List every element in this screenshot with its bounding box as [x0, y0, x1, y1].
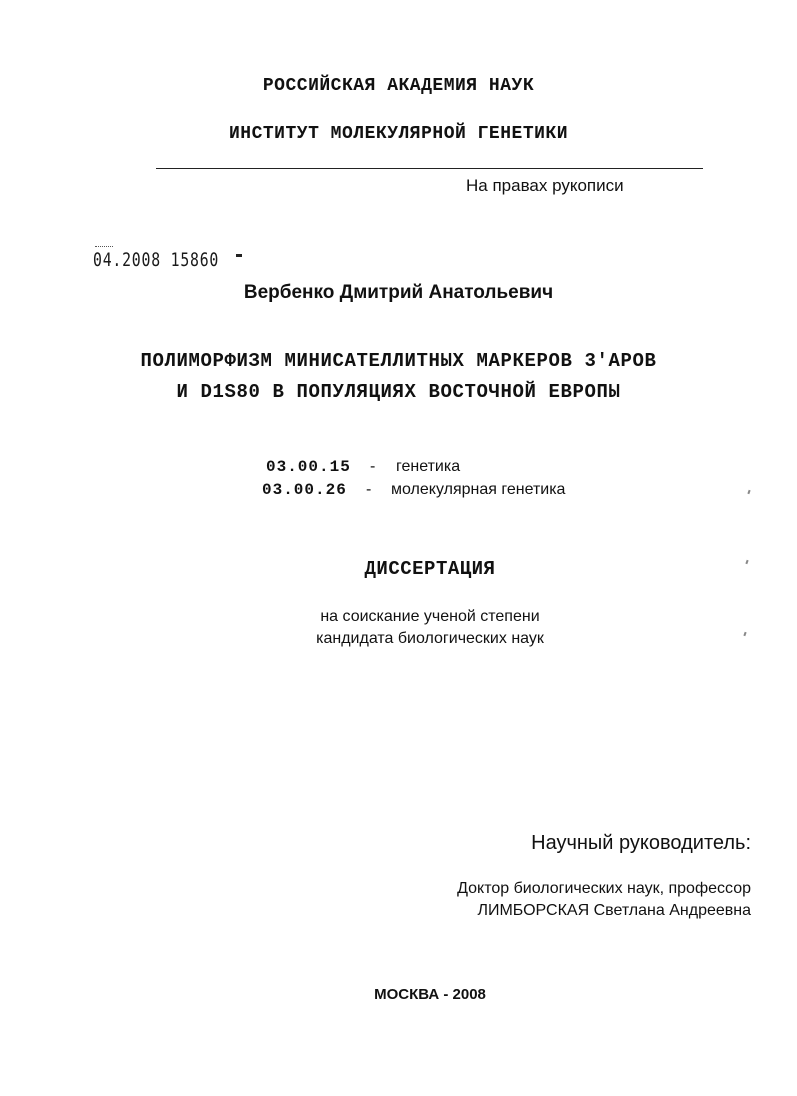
specialty-dash: -	[366, 481, 372, 498]
author-name: Вербенко Дмитрий Анатольевич	[243, 282, 554, 303]
institute-heading: ИНСТИТУТ МОЛЕКУЛЯРНОЙ ГЕНЕТИКИ	[228, 124, 569, 144]
thesis-title-line-1: ПОЛИМОРФИЗМ МИНИСАТЕЛЛИТНЫХ МАРКЕРОВ 3'APOB	[140, 350, 657, 372]
advisor-heading: Научный руководитель:	[531, 832, 751, 854]
stamp-mark	[236, 254, 242, 257]
academy-heading: РОССИЙСКАЯ АКАДЕМИЯ НАУК	[262, 76, 535, 96]
archive-stamp-number: 04.2008 15860	[93, 249, 220, 271]
advisor-name: ЛИМБОРСКАЯ Светлана Андреевна	[477, 902, 751, 919]
advisor-title: Доктор биологических наук, профессор	[457, 880, 751, 897]
manuscript-note: На правах рукописи	[466, 176, 624, 195]
thesis-title-line-2: И D1S80 В ПОПУЛЯЦИЯХ ВОСТОЧНОЙ ЕВРОПЫ	[176, 381, 621, 403]
specialty-code: 03.00.26	[262, 481, 347, 499]
degree-line-2: кандидата биологических наук	[316, 630, 544, 647]
degree-line-1: на соискание ученой степени	[320, 608, 540, 625]
specialty-name: генетика	[396, 458, 461, 475]
header-divider	[156, 168, 703, 169]
city-year: МОСКВА - 2008	[374, 986, 486, 1003]
specialty-name: молекулярная генетика	[391, 481, 566, 498]
dissertation-heading: ДИССЕРТАЦИЯ	[364, 558, 496, 580]
stamp-ticks	[95, 246, 113, 247]
scan-speck	[747, 490, 750, 494]
specialty-dash: -	[370, 458, 376, 475]
specialty-code: 03.00.15	[266, 458, 351, 476]
